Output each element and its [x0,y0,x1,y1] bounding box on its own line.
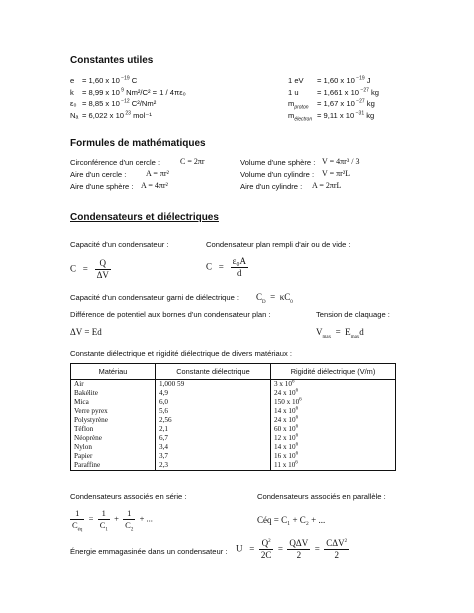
constant-cell: 6,7 [156,434,271,443]
table-row [71,389,396,398]
vol-sphere-eq: V = 4πr³ / 3 [322,157,360,166]
rigidity-cell: 24 x $10^6$ [271,416,396,425]
constant-left-symbol: k [70,87,74,97]
table-row [71,434,396,443]
parallele-label: Condensateurs associés en parallèle : [257,492,386,501]
circ-label: Circonférence d'un cercle : [70,158,161,167]
material-cell: Nylon [71,443,156,452]
denominator-dv: ΔV [96,270,109,280]
constant-left-value: = 8,85 x 10 $^{-12}$ C²/Nm² [82,98,157,108]
claquage-label: Tension de claquage : [316,310,390,319]
vol-cyl-label: Volume d'un cylindre : [240,170,315,179]
table-header-row [71,364,396,380]
fraction-cdv2-2: $\frac{C\Delta V^2}{2}$ [326,538,348,560]
table-row [71,461,396,471]
ddp-eq: ΔV = Ed [70,327,102,337]
material-cell: Mica [71,398,156,407]
fraction-1-ceq: $\frac{1}{C_{éq}}$ [72,508,83,533]
constant-cell: 1,000 59 [156,380,271,390]
energie-label: Énergie emmagasinée dans un condensateur : [70,547,228,556]
constant-left-value: = 8,99 x 10 $^9$ Nm²/C² = 1 / 4πε₀ [82,86,186,97]
material-cell: Air [71,380,156,390]
vol-cyl-eq: V = πr²L [322,169,351,178]
aire-cyl-eq: A = 2πrL [312,181,342,190]
fraction-qdv-2: $\frac{\text{QΔV}}{2}$ [289,538,309,560]
constant-right-symbol: $m_{électron}$ [288,110,313,123]
material-cell: Polystyrène [71,416,156,425]
table-row [71,407,396,416]
rigidity-cell: 11 x $10^6$ [271,461,396,471]
table-caption: Constante diélectrique et rigidité diélectrique de divers matériaux : [70,349,293,358]
rigidity-cell: 3 x $10^6$ [271,380,396,390]
rigidity-cell: 14 x $10^6$ [271,443,396,452]
table-row [71,443,396,452]
aire-sphere-eq: A = 4πr² [141,181,168,190]
aire-cercle-label: Aire d'un cercle : [70,170,127,179]
fraction-e0a-d [231,256,248,279]
table-row [71,425,396,434]
serie-rest: + ... [139,513,153,524]
rigidity-cell: 60 x $10^6$ [271,425,396,434]
table-header-cell: Rigidité diélectrique (V/m) [271,364,396,380]
material-cell: Bakélite [71,389,156,398]
serie-formula: $\frac{1}{C_{éq}}$ = $\frac{1}{C_1}$ + $\frac{1}{C_2}$ + ... [72,508,153,533]
constant-cell: 6,0 [156,398,271,407]
rigidity-cell: 150 x $10^6$ [271,398,396,407]
fraction-q-dv [95,258,111,281]
constant-cell: 2,1 [156,425,271,434]
energie-formula: U = $\frac{Q^2}{2C}$ = $\frac{\text{QΔV}}{2}$ = $\frac{C\Delta V^2}{2}$ [236,538,348,560]
plan-label: Condensateur plan rempli d'air ou de vide : [206,240,351,249]
equals-sign: = [82,263,88,274]
capacite-formula [70,258,111,281]
ddp-label: Différence de potentiel aux bornes d'un condensateur plan : [70,310,271,319]
section-title-constantes: Constantes utiles [70,55,154,66]
constant-right-value: = 1,661 x 10 $^{-27}$ kg [317,86,380,97]
rigidity-cell: 16 x $10^6$ [271,452,396,461]
constant-left-value: = 1,60 x 10 $^{-19}$ C [82,75,138,85]
constant-left-symbol: e [70,76,75,85]
parallele-eq: Céq = C₁ + C₂ + ... [257,515,326,525]
rigidity-cell: 24 x $10^6$ [271,389,396,398]
capacite-label: Capacité d'un condensateur : [70,240,169,249]
c-symbol: C [206,261,213,272]
constant-right-symbol: 1 u [288,87,299,97]
dielectrique-eq: $C_D = \kappa C_0$ [256,292,293,305]
fraction-1-c1: $\frac{1}{C_1}$ [99,508,108,533]
aire-sphere-label: Aire d'une sphère : [70,182,134,191]
aire-cyl-label: Aire d'un cylindre : [240,182,303,191]
section-title-formules: Formules de mathématiques [70,138,206,149]
table-row [71,398,396,407]
c-symbol: C [70,263,77,274]
material-cell: Néoprène [71,434,156,443]
constant-left-symbol: Nₐ [70,110,79,120]
constant-cell: 4,9 [156,389,271,398]
constant-left-symbol: ε₀ [70,99,77,108]
numerator-e0a: ε₀A [232,256,247,266]
material-cell: Téflon [71,425,156,434]
fraction-1-c2: $\frac{1}{C_2}$ [125,508,134,533]
denominator-d: d [237,268,242,278]
constant-cell: 5,6 [156,407,271,416]
table-header-cell: Constante diélectrique [156,364,271,380]
rigidity-cell: 12 x $10^6$ [271,434,396,443]
constant-cell: 3,7 [156,452,271,461]
constant-right-symbol: 1 eV [288,76,304,85]
constant-cell: 3,4 [156,443,271,452]
rigidity-cell: 14 x $10^6$ [271,407,396,416]
constant-cell: 2,3 [156,461,271,471]
claquage-eq: $V_{max} = E_{max}d$ [316,327,364,340]
constant-right-value: = 9,11 x 10 $^{-31}$ kg [317,109,375,120]
constant-right-value: = 1,60 x 10 $^{-19}$ J [317,75,371,85]
circ-eq: C = 2πr [180,157,205,166]
dielectrique-label: Capacité d'un condensateur garni de diélectrique : [70,293,240,302]
vol-sphere-label: Volume d'une sphère : [240,158,316,167]
fraction-q2-2c: $\frac{Q^2}{2C}$ [260,538,272,560]
constant-right-symbol: $m_{proton}$ [288,99,309,111]
table-row [71,380,396,390]
serie-label: Condensateurs associés en série : [70,492,187,501]
numerator-q: Q [95,258,111,270]
constant-right-value: = 1,67 x 10 $^{-27}$ kg [317,98,375,108]
plan-formula [206,256,248,279]
materials-table [70,363,396,471]
material-cell: Paraffine [71,461,156,471]
table-row [71,416,396,425]
table-header-cell: Matériau [71,364,156,380]
aire-cercle-eq: A = πr² [146,169,169,178]
material-cell: Papier [71,452,156,461]
u-symbol: U [236,543,243,554]
material-cell: Verre pyrex [71,407,156,416]
section-title-condensateurs: Condensateurs et diélectriques [70,212,219,223]
constant-left-value: = 6,022 x 10 $^{23}$ mol⁻¹ [82,109,152,120]
table-row [71,452,396,461]
equals-sign: = [218,261,224,272]
constant-cell: 2,56 [156,416,271,425]
